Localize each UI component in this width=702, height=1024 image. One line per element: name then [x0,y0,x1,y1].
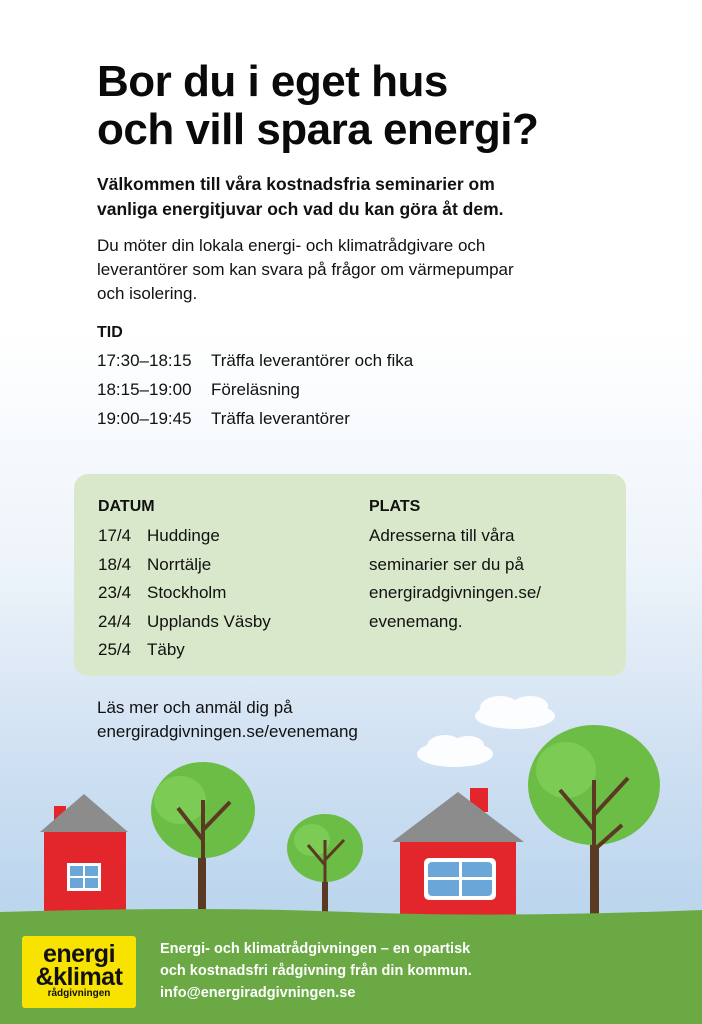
house-right-icon [392,788,524,926]
date-row [98,551,271,580]
date-value: 18/4 [98,554,132,574]
schedule-row [97,375,637,404]
tree-icon [528,725,660,925]
cloud-icon [417,735,493,767]
location-column [369,496,609,636]
location-title: PLATS [369,498,421,515]
date-value: 17/4 [98,526,132,545]
lead-text: Välkommen till våra kostnadsfria seminarier om vanliga energitjuvar och vad du kan göra åt dem. [97,174,504,219]
date-place: Upplands Väsby [147,611,271,631]
intro-text: Du möter din lokala energi- och klimatrådgivare och leverantörer som kan svara på frågor om värmepumpar och isolering. [97,236,514,303]
schedule-activity: Föreläsning [211,380,300,399]
date-value: 24/4 [98,611,132,631]
tree-icon [151,762,255,918]
info-panel [74,474,626,676]
schedule-activity: Träffa leverantörer [211,409,350,428]
tree-icon [287,814,363,920]
date-row [98,522,271,551]
date-row [98,608,271,637]
energi-klimat-logo [22,936,136,1008]
date-row [98,636,271,665]
date-row [98,579,271,608]
dates-title: DATUM [98,498,155,515]
dates-column [98,496,271,665]
date-place: Stockholm [147,583,227,602]
schedule-title: TID [97,324,123,341]
date-value: 23/4 [98,583,132,602]
logo-line2: &klimat [35,963,123,991]
footer-text: Energi- och klimatrådgivningen – en opartisk och kostnadsfri rådgivning från din kommun. info@energiradgivningen.se [160,941,472,1001]
more-info-text: Läs mer och anmäl dig på energiradgivningen.se/evenemang [97,698,358,741]
house-left-icon [40,794,128,918]
date-place: Täby [147,640,185,659]
schedule-time: 18:15–19:00 [97,380,192,399]
main-content [97,58,637,433]
date-value: 25/4 [98,640,132,659]
cloud-icon [475,696,555,729]
date-place: Huddinge [147,526,220,545]
date-place: Norrtälje [147,554,212,574]
logo-line3: rådgivningen [47,988,111,999]
location-text: Adresserna till våra seminarier ser du på energiradgivningen.se/ evenemang. [369,526,542,631]
schedule-time: 19:00–19:45 [97,409,192,428]
logo-line1: energi [42,940,116,968]
schedule-time: 17:30–18:15 [97,351,192,370]
schedule-row [97,404,637,433]
schedule-row [97,346,637,375]
schedule-section [97,324,637,433]
headline: Bor du i eget hus och vill spara energi? [97,57,539,154]
schedule-activity: Träffa leverantörer och fika [211,351,414,370]
